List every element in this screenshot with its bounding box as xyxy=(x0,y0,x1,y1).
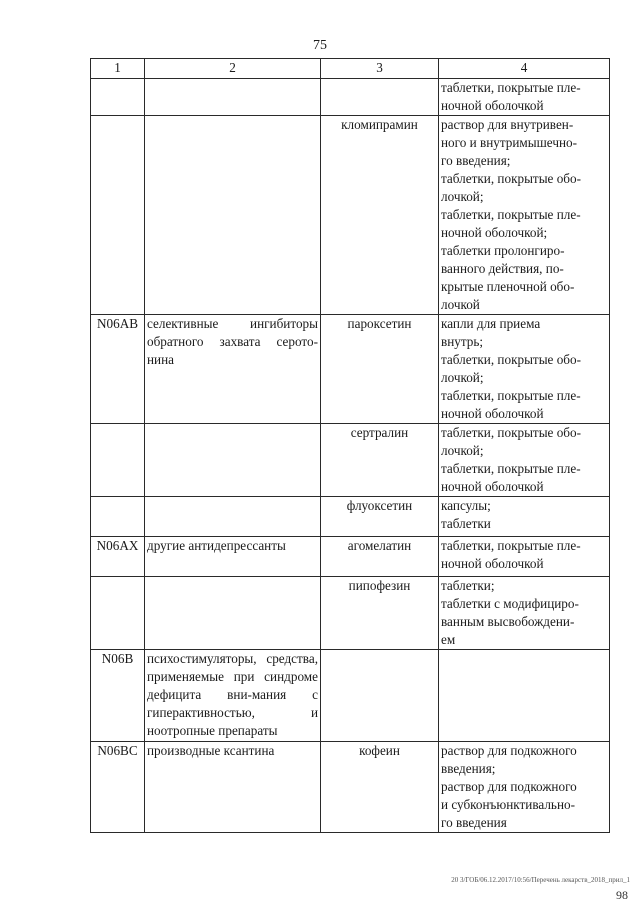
dosage-form-line: раствор для подкожного xyxy=(441,779,577,794)
drug-name-cell: флуоксетин xyxy=(321,497,439,537)
table-row xyxy=(91,424,610,497)
dosage-forms-cell xyxy=(439,424,610,497)
column-header: 4 xyxy=(439,59,610,79)
dosage-forms-cell xyxy=(439,650,610,742)
dosage-forms-cell xyxy=(439,497,610,537)
table-row xyxy=(91,79,610,116)
table-row xyxy=(91,116,610,315)
dosage-forms-cell xyxy=(439,537,610,577)
dosage-form-line: ночной оболочкой xyxy=(441,479,544,494)
dosage-forms-cell xyxy=(439,315,610,424)
atc-code-cell: N06BC xyxy=(91,742,145,833)
dosage-form-line: таблетки xyxy=(441,516,491,531)
dosage-form-line: таблетки, покрытые пле- xyxy=(441,538,581,553)
drug-name-cell: сертралин xyxy=(321,424,439,497)
table-row xyxy=(91,497,610,537)
dosage-form-line: ночной оболочкой xyxy=(441,556,544,571)
atc-group-cell xyxy=(145,577,321,650)
dosage-form-line: таблетки, покрытые обо- xyxy=(441,171,581,186)
footer-code: 20 3/ГОБ/06.12.2017/10:56/Перечень лекарств_2018_прил_1 xyxy=(451,876,630,884)
dosage-form-line: ночной оболочкой xyxy=(441,98,544,113)
drug-name-cell xyxy=(321,650,439,742)
drug-name-cell xyxy=(321,79,439,116)
drug-name-cell: кломипрамин xyxy=(321,116,439,315)
atc-group-cell: другие антидепрессанты xyxy=(145,537,321,577)
dosage-form-line: таблетки, покрытые пле- xyxy=(441,80,581,95)
atc-code-cell xyxy=(91,424,145,497)
dosage-forms-cell xyxy=(439,742,610,833)
dosage-forms-cell xyxy=(439,577,610,650)
table-row xyxy=(91,315,610,424)
atc-group-cell xyxy=(145,497,321,537)
atc-group-cell xyxy=(145,79,321,116)
dosage-form-line: ванным высвобождени- xyxy=(441,614,575,629)
column-header: 2 xyxy=(145,59,321,79)
dosage-form-line: лочкой xyxy=(441,297,480,312)
atc-group-cell: производные ксантина xyxy=(145,742,321,833)
dosage-form-line: раствор для подкожного xyxy=(441,743,577,758)
table-row xyxy=(91,537,610,577)
dosage-form-line: го введения; xyxy=(441,153,511,168)
dosage-form-line: лочкой; xyxy=(441,189,484,204)
dosage-form-line: таблетки, покрытые пле- xyxy=(441,388,581,403)
dosage-form-line: капсулы; xyxy=(441,498,491,513)
dosage-form-line: таблетки, покрытые обо- xyxy=(441,425,581,440)
dosage-form-line: и субконъюнктивально- xyxy=(441,797,575,812)
atc-group-cell xyxy=(145,116,321,315)
dosage-form-line: го введения xyxy=(441,815,507,830)
dosage-forms-cell xyxy=(439,116,610,315)
table-row xyxy=(91,742,610,833)
dosage-form-line: капли для приема xyxy=(441,316,541,331)
table-header-row xyxy=(91,59,610,79)
dosage-form-line: лочкой; xyxy=(441,370,484,385)
table-body xyxy=(91,79,610,833)
atc-group-cell: селективные ингибиторы обратного захвата серото-нина xyxy=(145,315,321,424)
dosage-form-line: внутрь; xyxy=(441,334,484,349)
dosage-forms-cell xyxy=(439,79,610,116)
column-header: 1 xyxy=(91,59,145,79)
dosage-form-line: таблетки с модифициро- xyxy=(441,596,579,611)
dosage-form-line: ванного действия, по- xyxy=(441,261,564,276)
drug-table xyxy=(90,58,610,833)
atc-code-cell: N06AX xyxy=(91,537,145,577)
atc-code-cell: N06AB xyxy=(91,315,145,424)
dosage-form-line: раствор для внутривен- xyxy=(441,117,574,132)
dosage-form-line: ного и внутримышечно- xyxy=(441,135,577,150)
atc-code-cell xyxy=(91,497,145,537)
atc-group-cell: психостимуляторы, средства, применяемые при синдроме дефицита вни-мания с гиперактивностью, и ноотропные препараты xyxy=(145,650,321,742)
dosage-form-line: ночной оболочкой; xyxy=(441,225,548,240)
atc-code-cell xyxy=(91,79,145,116)
atc-code-cell xyxy=(91,116,145,315)
column-header: 3 xyxy=(321,59,439,79)
dosage-form-line: таблетки; xyxy=(441,578,495,593)
dosage-form-line: лочкой; xyxy=(441,443,484,458)
drug-name-cell: агомелатин xyxy=(321,537,439,577)
dosage-form-line: таблетки, покрытые пле- xyxy=(441,461,581,476)
dosage-form-line: таблетки, покрытые пле- xyxy=(441,207,581,222)
drug-name-cell: пипофезин xyxy=(321,577,439,650)
dosage-form-line: ем xyxy=(441,632,456,647)
dosage-form-line: введения; xyxy=(441,761,496,776)
atc-code-cell xyxy=(91,577,145,650)
page-number: 75 xyxy=(313,38,327,53)
dosage-form-line: крытые пленочной обо- xyxy=(441,279,575,294)
atc-code-cell: N06B xyxy=(91,650,145,742)
dosage-form-line: таблетки, покрытые обо- xyxy=(441,352,581,367)
table-row xyxy=(91,650,610,742)
dosage-form-line: ночной оболочкой xyxy=(441,406,544,421)
footer-page-number: 98 xyxy=(616,888,628,902)
table-row xyxy=(91,577,610,650)
atc-group-cell xyxy=(145,424,321,497)
dosage-form-line: таблетки пролонгиро- xyxy=(441,243,565,258)
drug-name-cell: пароксетин xyxy=(321,315,439,424)
drug-name-cell: кофеин xyxy=(321,742,439,833)
